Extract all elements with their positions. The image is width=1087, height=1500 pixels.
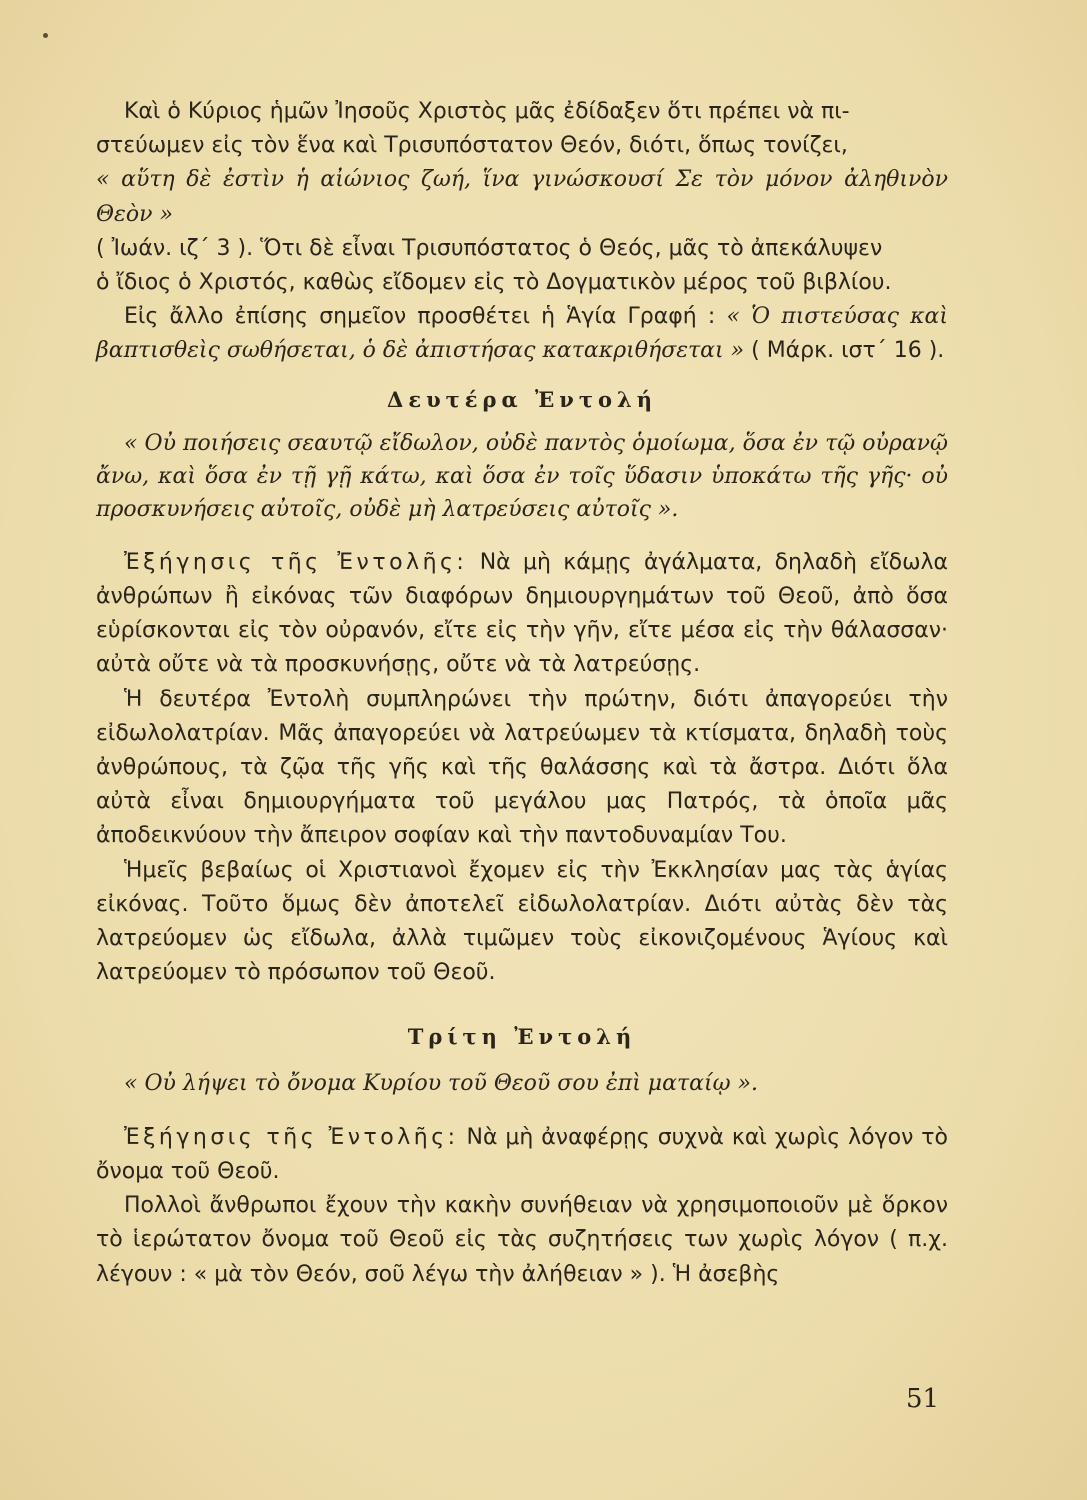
third-commandment-quote: « Οὐ λήψει τὸ ὄνομα Κυρίου τοῦ Θεοῦ σου ἐπὶ ματαίῳ ». [124,1070,759,1096]
page-body [96,95,948,1292]
paragraph-holy-icons: Ἡμεῖς βεβαίως οἱ Χριστιανοὶ ἔχομεν εἰς τὴν Ἐκκλησίαν μας τὰς ἁγίας εἰκόνας. Τοῦτο ὅμως δὲν ἀποτελεῖ εἰδωλολατρίαν. Διότι αὐτὰς δὲν τὰς λατρεύομεν ὡς εἴδωλα, ἀλλὰ τιμῶμεν τοὺς εἰκονιζομένους Ἁγίους καὶ λατρεύομεν τὸ πρόσωπον τοῦ Θεοῦ. [96,857,948,986]
third-commandment-explanation [96,1121,948,1189]
explanation-label: Ἐξήγησις τῆς Ἐντολῆς: [124,549,468,575]
intro-line-4: ( Ἰωάν. ιζ΄ 3 ). Ὅτι δὲ εἶναι Τρισυπόστατος ὁ Θεός, μᾶς τὸ ἀπεκάλυψεν [96,235,883,261]
mark-ref: ( Μάρκ. ιστ΄ 16 ). [744,338,945,364]
intro-line-5: ὁ ἴδιος ὁ Χριστός, καθὼς εἴδομεν εἰς τὸ Δογματικὸν μέρος τοῦ βιβλίου. [96,270,892,296]
second-commandment-explanation [96,546,948,683]
paragraph-mark [96,300,948,368]
heading-second-commandment: Δευτέρα Ἐντολή [387,386,657,412]
mark-text: Εἰς ἄλλο ἐπίσης σημεῖον προσθέτει ἡ Ἁγία Γραφή : [124,304,727,330]
heading-third-commandment: Τρίτη Ἐντολή [407,1024,637,1050]
explanation-text: Νὰ μὴ κάμῃς ἀγάλματα, δηλαδὴ εἴδωλα ἀνθρώπων ἢ εἰκόνας τῶν διαφόρων δημιουργημάτων τοῦ Θεοῦ, ἀπὸ ὅσα εὑρίσκονται εἰς τὸν οὐρανόν, εἴτε εἰς τὴν γῆν, εἴτε μέσα εἰς τὴν θάλασσαν· αὐτὰ οὔτε νὰ τὰ προσκυνήσῃς, οὔτε νὰ τὰ λατρεύσῃς. [96,549,949,678]
explanation-text-3: Νὰ μὴ ἀναφέρῃς συχνὰ καὶ χωρὶς λόγον τὸ ὄνομα τοῦ Θεοῦ. [96,1124,949,1185]
paragraph-intro [96,95,948,300]
page-number: 51 [906,1384,940,1414]
intro-line-1: Καὶ ὁ Κύριος ἡμῶν Ἰησοῦς Χριστὸς μᾶς ἐδίδαξεν ὅτι πρέπει νὰ πι- [124,99,850,124]
paragraph-idolatry: Ἡ δευτέρα Ἐντολὴ συμπληρώνει τὴν πρώτην, διότι ἀπαγορεύει τὴν εἰδωλολατρίαν. Μᾶς ἀπαγορεύει νὰ λατρεύωμεν τὰ κτίσματα, δηλαδὴ τοὺς ἀνθρώπους, τὰ ζῷα τῆς γῆς καὶ τῆς θαλάσσης καὶ τὰ ἄστρα. Διότι ὅλα αὐτὰ εἶναι δημιουργήματα τοῦ μεγάλου μας Πατρός, τὰ ὁποῖα μᾶς ἀποδεικνύουν τὴν ἄπειρον σοφίαν καὶ τὴν παντοδυναμίαν Του. [96,686,948,849]
mark-quote: « Ὁ πιστεύσας καὶ βαπτισθεὶς σωθήσεται, ὁ δὲ ἀπιστήσας κατακριθήσεται » [96,304,948,364]
second-commandment-quote: « Οὐ ποιήσεις σεαυτῷ εἴδωλον, οὐδὲ παντὸς ὁμοίωμα, ὅσα ἐν τῷ οὐρανῷ ἄνω, καὶ ὅσα ἐν τῇ γῇ κάτω, καὶ ὅσα ἐν τοῖς ὕδασιν ὑποκάτω τῆς γῆς· οὐ προσκυνήσεις αὐτοῖς, οὐδὲ μὴ λατρεύσεις αὐτοῖς ». [96,430,948,522]
intro-line-2: στεύωμεν εἰς τὸν ἕνα καὶ Τρισυπόστατον Θεόν, διότι, ὅπως τονίζει, [96,133,848,159]
intro-quote-john: « αὕτη δὲ ἐστὶν ἡ αἰώνιος ζωή, ἵνα γινώσκουσί Σε τὸν μόνον ἀληθινὸν Θεὸν » [96,167,948,227]
paragraph-oaths: Πολλοὶ ἄνθρωποι ἔχουν τὴν κακὴν συνήθειαν νὰ χρησιμοποιοῦν μὲ ὅρκον τὸ ἱερώτατον ὄνομα τοῦ Θεοῦ εἰς τὰς συζητήσεις των χωρὶς λόγον ( π.χ. λέγουν : « μὰ τὸν Θεόν, σοῦ λέγω τὴν ἀλήθειαν » ). Ἡ ἀσεβὴς [96,1193,948,1287]
explanation-label-3: Ἐξήγησις τῆς Ἐντολῆς: [124,1124,459,1150]
ink-speck [43,33,48,38]
